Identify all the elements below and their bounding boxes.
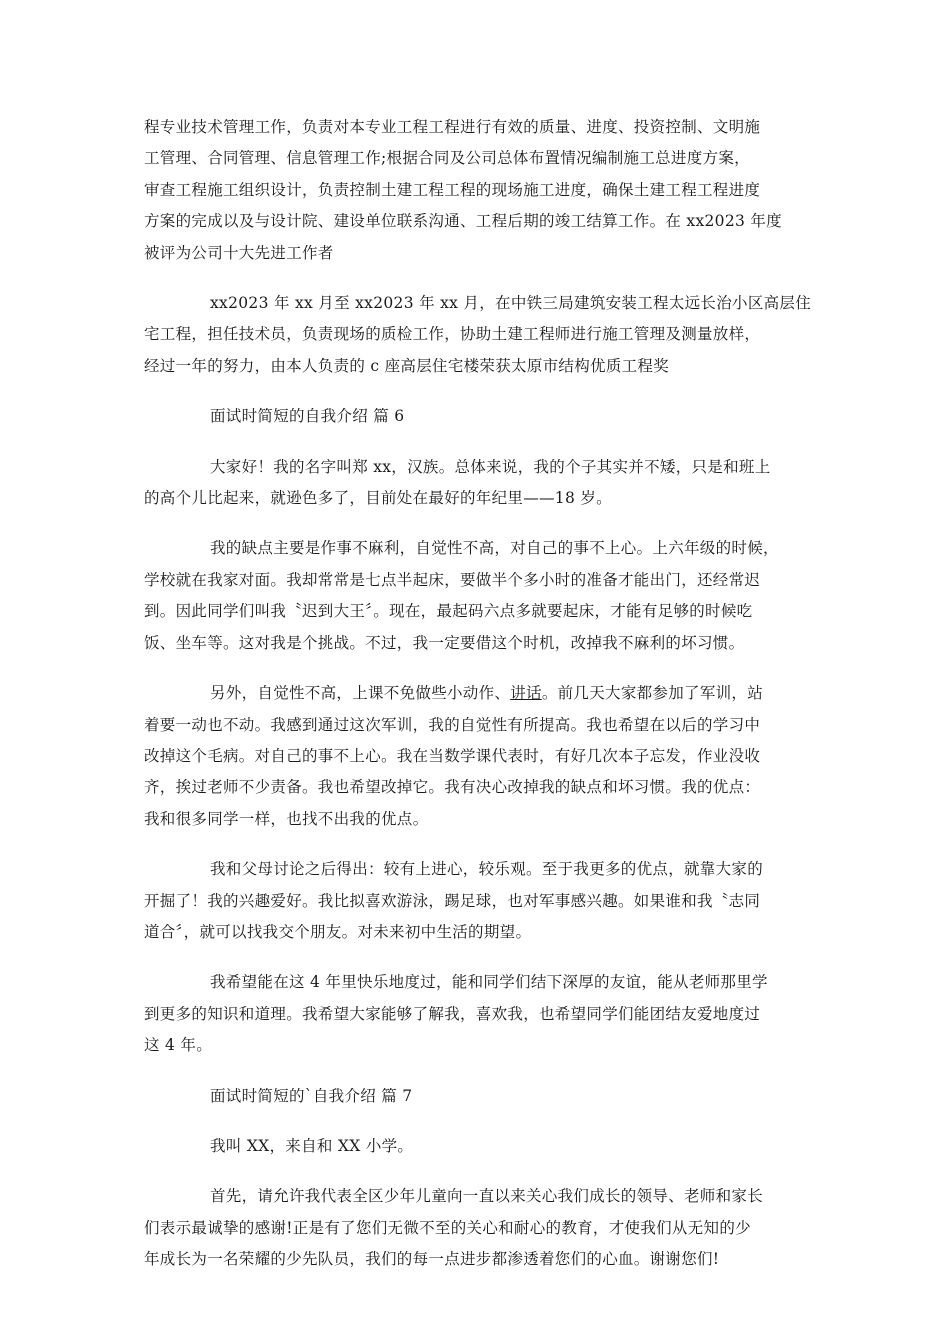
speech-link[interactable]: 讲话 bbox=[510, 684, 542, 703]
section-7-paragraph-1: 我叫 XX，来自和 XX 小学。 bbox=[210, 1136, 414, 1155]
text-line: 齐，挨过老师不少责备。我也希望改掉它。我有决心改掉我的缺点和坏习惯。我的优点： bbox=[144, 778, 761, 797]
text-line: 到。因此同学们叫我〝迟到大王〞。现在，最起码六点多就要起床，才能有足够的时候吃 bbox=[144, 602, 753, 621]
text-line: 改掉这个毛病。对自己的事不上心。我在当数学课代表时，有好几次本子忘发，作业没收 bbox=[144, 746, 761, 765]
text-line: 道合〞，就可以找我交个朋友。对未来初中生活的期望。 bbox=[144, 922, 532, 941]
section-6-paragraph-2 bbox=[144, 533, 814, 659]
intro-paragraph bbox=[144, 112, 814, 269]
text-line: 经过一年的努力，由本人负责的 c 座高层住宅楼荣获太原市结构优质工程奖 bbox=[144, 356, 670, 375]
text-line: 开掘了！我的兴趣爱好。我比拟喜欢游泳，踢足球，也对军事感兴趣。如果谁和我〝志同 bbox=[144, 891, 761, 910]
text-line: 年成长为一名荣耀的少先队员，我们的每一点进步都渗透着您们的心血。谢谢您们! bbox=[144, 1250, 720, 1269]
text-segment: 另外，自觉性不高，上课不免做些小动作、 bbox=[210, 684, 511, 703]
text-line: 这 4 年。 bbox=[144, 1036, 213, 1055]
text-line: 大家好！我的名字叫郑 xx，汉族。总体来说，我的个子其实并不矮，只是和班上 bbox=[210, 457, 771, 476]
experience-paragraph bbox=[144, 288, 814, 382]
text-line: 学校就在我家对面。我却常常是七点半起床，要做半个多小时的准备才能出门，还经常迟 bbox=[144, 570, 761, 589]
text-line: 我和很多同学一样，也找不出我的优点。 bbox=[144, 809, 429, 828]
text-line: xx2023 年 xx 月至 xx2023 年 xx 月，在中铁三局建筑安装工程太远长治小区高层住 bbox=[210, 294, 812, 313]
text-line: 首先，请允许我代表全区少年儿童向一直以来关心我们成长的领导、老师和家长 bbox=[210, 1187, 764, 1206]
text-line: 被评为公司十大先进工作者 bbox=[144, 243, 334, 262]
section-6-paragraph-5 bbox=[144, 967, 814, 1061]
text-line: 我希望能在这 4 年里快乐地度过，能和同学们结下深厚的友谊，能从老师那里学 bbox=[210, 973, 768, 992]
text-line: 饭、坐车等。这对我是个挑战。不过，我一定要借这个时机，改掉我不麻利的坏习惯。 bbox=[144, 633, 745, 652]
text-line: 方案的完成以及与设计院、建设单位联系沟通、工程后期的竣工结算工作。在 xx2023 年度 bbox=[144, 212, 782, 231]
text-line: 程专业技术管理工作，负责对本专业工程工程进行有效的质量、进度、投资控制、文明施 bbox=[144, 118, 761, 136]
document-page bbox=[144, 112, 814, 1276]
section-6-paragraph-1 bbox=[144, 452, 814, 515]
text-line bbox=[144, 678, 814, 709]
text-line: 们表示最诚挚的感谢!正是有了您们无微不至的关心和耐心的教育，才使我们从无知的少 bbox=[144, 1218, 751, 1237]
section-7-heading: 面试时简短的`自我介绍 篇 7 bbox=[210, 1086, 413, 1105]
section-7-paragraph-2 bbox=[144, 1181, 814, 1275]
text-line: 工管理、合同管理、信息管理工作;根据合同及公司总体布置情况编制施工总进度方案， bbox=[144, 149, 750, 168]
text-line: 审查工程施工组织设计，负责控制土建工程工程的现场施工进度，确保土建工程工程进度 bbox=[144, 180, 761, 199]
text-line: 我的缺点主要是作事不麻利，自觉性不高，对自己的事不上心。上六年级的时候， bbox=[210, 539, 779, 558]
section-6-paragraph-3 bbox=[144, 678, 814, 835]
text-segment: 。前几天大家都参加了军训，站 bbox=[541, 684, 764, 703]
text-line: 宅工程，担任技术员，负责现场的质检工作，协助土建工程师进行施工管理及测量放样， bbox=[144, 325, 761, 344]
text-line: 的高个儿比起来，就逊色多了，目前处在最好的年纪里——18 岁。 bbox=[144, 489, 612, 508]
text-line: 着要一动也不动。我感到通过这次军训，我的自觉性有所提高。我也希望在以后的学习中 bbox=[144, 715, 761, 734]
section-6-paragraph-4 bbox=[144, 854, 814, 948]
section-6-heading: 面试时简短的自我介绍 篇 6 bbox=[210, 407, 405, 426]
text-line: 我和父母讨论之后得出：较有上进心，较乐观。至于我更多的优点，就靠大家的 bbox=[210, 860, 764, 879]
text-line: 到更多的知识和道理。我希望大家能够了解我，喜欢我，也希望同学们能团结友爱地度过 bbox=[144, 1004, 761, 1023]
